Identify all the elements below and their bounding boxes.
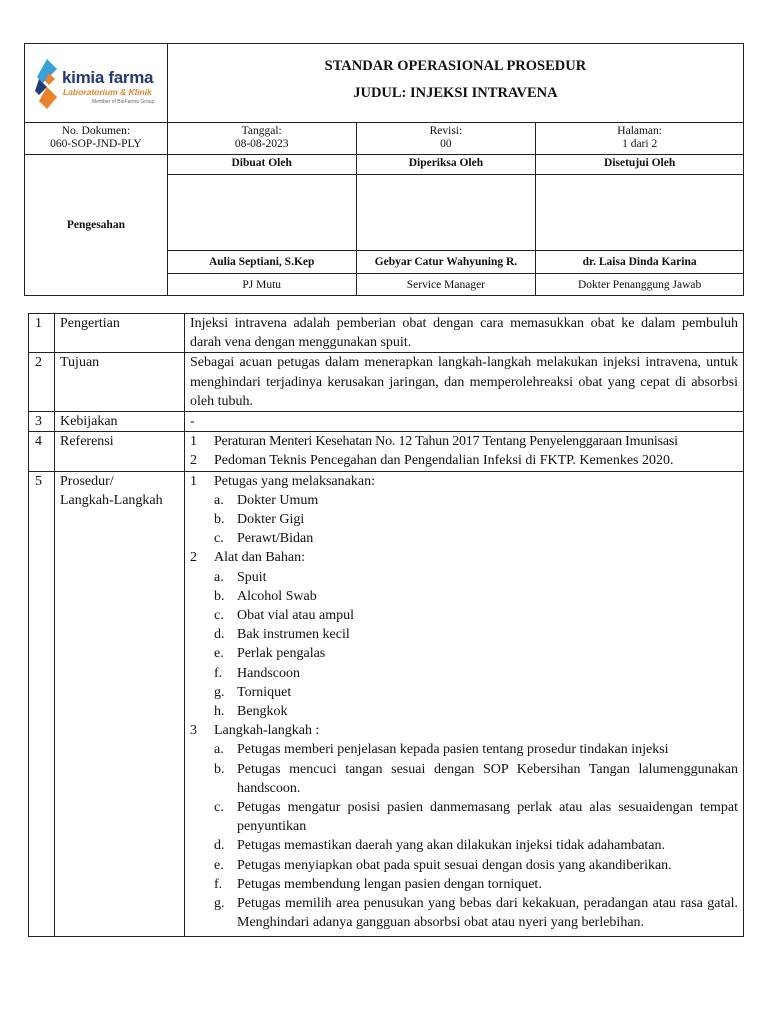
revision-value: 00 (440, 138, 452, 150)
group-title: Alat dan Bahan: (214, 550, 305, 566)
item-text: Petugas memberi penjelasan kepada pasien tentang prosedur tindakan injeksi (237, 742, 669, 758)
reference-number: 2 (190, 453, 197, 469)
list-item (190, 836, 738, 855)
section-content: - (185, 412, 744, 432)
logo-subtitle: Laboratorium & Klinik (63, 87, 152, 97)
reference-number: 1 (190, 434, 197, 450)
item-letter: e. (214, 646, 224, 662)
section-content (185, 471, 744, 936)
signer-role-2: Service Manager (356, 274, 536, 296)
signer-name-3: dr. Laisa Dinda Karina (536, 251, 744, 274)
item-letter: b. (214, 761, 225, 777)
item-letter: c. (214, 800, 224, 816)
section-label: Tujuan (55, 353, 185, 412)
sop-content-table (28, 313, 744, 937)
section-row-tujuan (29, 353, 744, 412)
item-letter: f. (214, 876, 223, 892)
section-content: Sebagai acuan petugas dalam menerapkan langkah-langkah melakukan injeksi intravena, untuk menghindari terjadinya kerusakan jaringan, dan memperolehreaksi obat yang cepat di absorbsi oleh tubuh. (185, 353, 744, 412)
list-item (190, 510, 738, 529)
list-item (190, 644, 738, 663)
section-row-prosedur (29, 471, 744, 936)
section-label (55, 471, 185, 936)
list-item (190, 760, 738, 798)
section-content (185, 432, 744, 471)
item-text: Petugas mengatur posisi pasien danmemasang perlak atau alas sesuaidengan tempat penyuntikan (237, 800, 738, 835)
document-subtitle: JUDUL: INJEKSI INTRAVENA (353, 85, 558, 101)
section-label: Referensi (55, 432, 185, 471)
item-letter: c. (214, 608, 224, 624)
signature-box-2 (356, 175, 536, 251)
signer-role-3: Dokter Penanggung Jawab (536, 274, 744, 296)
item-letter: a. (214, 742, 224, 758)
item-letter: c. (214, 531, 224, 547)
section-row-pengertian (29, 314, 744, 353)
list-item (190, 587, 738, 606)
section-number: 4 (29, 432, 55, 471)
reference-text: Pedoman Teknis Pencegahan dan Pengendalian Infeksi di FKTP. Kemenkes 2020. (214, 453, 674, 469)
reference-text: Peraturan Menteri Kesehatan No. 12 Tahun 2017 Tentang Penyelenggaraan Imunisasi (214, 434, 678, 450)
item-letter: d. (214, 838, 225, 854)
page-value: 1 dari 2 (622, 138, 658, 150)
pengesahan-label: Pengesahan (25, 155, 168, 296)
section-content: Injeksi intravena adalah pemberian obat dengan cara memasukkan obat ke dalam pembuluh darah vena dengan menggunakan spuit. (185, 314, 744, 353)
section-label: Kebijakan (55, 412, 185, 432)
section-label-line2: Langkah-Langkah (60, 492, 163, 508)
item-text: Petugas memastikan daerah yang akan dilakukan injeksi tidak adahambatan. (237, 838, 666, 854)
list-item (190, 529, 738, 548)
kimia-farma-logo (25, 44, 167, 122)
document-number-label: No. Dokumen: (61, 125, 131, 137)
logo-brand-text: kimia farma (62, 68, 154, 87)
list-item (190, 856, 738, 875)
logo-member-text: Member of BioFarma Group (92, 99, 155, 105)
item-text: Perawt/Bidan (237, 531, 314, 547)
item-letter: g. (214, 896, 225, 912)
revision-label: Revisi: (429, 125, 463, 137)
item-letter: e. (214, 857, 224, 873)
date-value: 08-08-2023 (234, 138, 289, 150)
item-text: Obat vial atau ampul (237, 608, 355, 624)
signature-box-3 (536, 175, 744, 251)
checked-by-header: Diperiksa Oleh (356, 155, 536, 175)
item-letter: g. (214, 684, 225, 700)
list-item (190, 702, 738, 721)
reference-item (190, 432, 738, 451)
group-number: 2 (190, 550, 197, 566)
item-text: Petugas membendung lengan pasien dengan torniquet. (237, 876, 542, 892)
group-title: Langkah-langkah : (214, 723, 320, 739)
item-text: Bengkok (237, 704, 288, 720)
item-letter: a. (214, 492, 224, 508)
item-text: Handscoon (237, 665, 300, 681)
date-label: Tanggal: (241, 125, 282, 137)
item-letter: b. (214, 512, 225, 528)
signer-name-2: Gebyar Catur Wahyuning R. (356, 251, 536, 274)
item-letter: b. (214, 588, 225, 604)
list-item (190, 740, 738, 759)
item-letter: h. (214, 704, 225, 720)
list-item (190, 683, 738, 702)
item-text: Dokter Umum (237, 492, 319, 508)
section-number: 2 (29, 353, 55, 412)
item-text: Petugas menyiapkan obat pada spuit sesuai dengan dosis yang akandiberikan. (237, 857, 672, 873)
document-number-value: 060-SOP-JND-PLY (50, 138, 142, 150)
list-item (190, 664, 738, 683)
page-label: Halaman: (617, 125, 662, 137)
section-row-kebijakan (29, 412, 744, 432)
list-item (190, 875, 738, 894)
kimia-farma-logo-mark-icon (33, 57, 61, 113)
page-cell (536, 123, 744, 155)
item-text: Spuit (237, 569, 267, 585)
list-item (190, 625, 738, 644)
group-title: Petugas yang melaksanakan: (214, 473, 375, 489)
item-text: Alcohol Swab (237, 588, 317, 604)
group-number: 1 (190, 473, 197, 489)
signature-box-1 (167, 175, 356, 251)
procedure-group-heading (190, 721, 738, 740)
reference-item (190, 451, 738, 470)
group-number: 3 (190, 723, 197, 739)
signer-role-1: PJ Mutu (167, 274, 356, 296)
logo-cell (25, 44, 168, 123)
sop-header-table (24, 43, 744, 296)
item-text: Petugas memilih area penusukan yang bebas dari kekakuan, peradangan atau rasa gatal. Menghindari adanya gangguan absorbsi obat atau nyeri yang berlebihan. (237, 896, 738, 931)
item-text: Dokter Gigi (237, 512, 305, 528)
procedure-group-heading (190, 472, 738, 491)
list-item (190, 568, 738, 587)
item-letter: f. (214, 665, 223, 681)
section-number: 5 (29, 471, 55, 936)
item-text: Perlak pengalas (237, 646, 326, 662)
section-label: Pengertian (55, 314, 185, 353)
signer-name-1: Aulia Septiani, S.Kep (167, 251, 356, 274)
list-item (190, 606, 738, 625)
item-text: Torniquet (237, 684, 292, 700)
revision-cell (356, 123, 536, 155)
document-title-cell (167, 44, 743, 123)
made-by-header: Dibuat Oleh (167, 155, 356, 175)
list-item (190, 491, 738, 510)
procedure-group-heading (190, 548, 738, 567)
section-label-line1: Prosedur/ (60, 473, 114, 489)
document-title: STANDAR OPERASIONAL PROSEDUR (324, 58, 587, 74)
section-number: 3 (29, 412, 55, 432)
list-item (190, 894, 738, 932)
document-number-cell (25, 123, 168, 155)
date-cell (167, 123, 356, 155)
item-text: Petugas mencuci tangan sesuai dengan SOP Kebersihan Tangan lalumenggunakan handscoon. (237, 761, 738, 796)
list-item (190, 798, 738, 836)
item-text: Bak instrumen kecil (237, 627, 350, 643)
section-number: 1 (29, 314, 55, 353)
item-letter: d. (214, 627, 225, 643)
approved-by-header: Disetujui Oleh (536, 155, 744, 175)
section-row-referensi (29, 432, 744, 471)
item-letter: a. (214, 569, 224, 585)
